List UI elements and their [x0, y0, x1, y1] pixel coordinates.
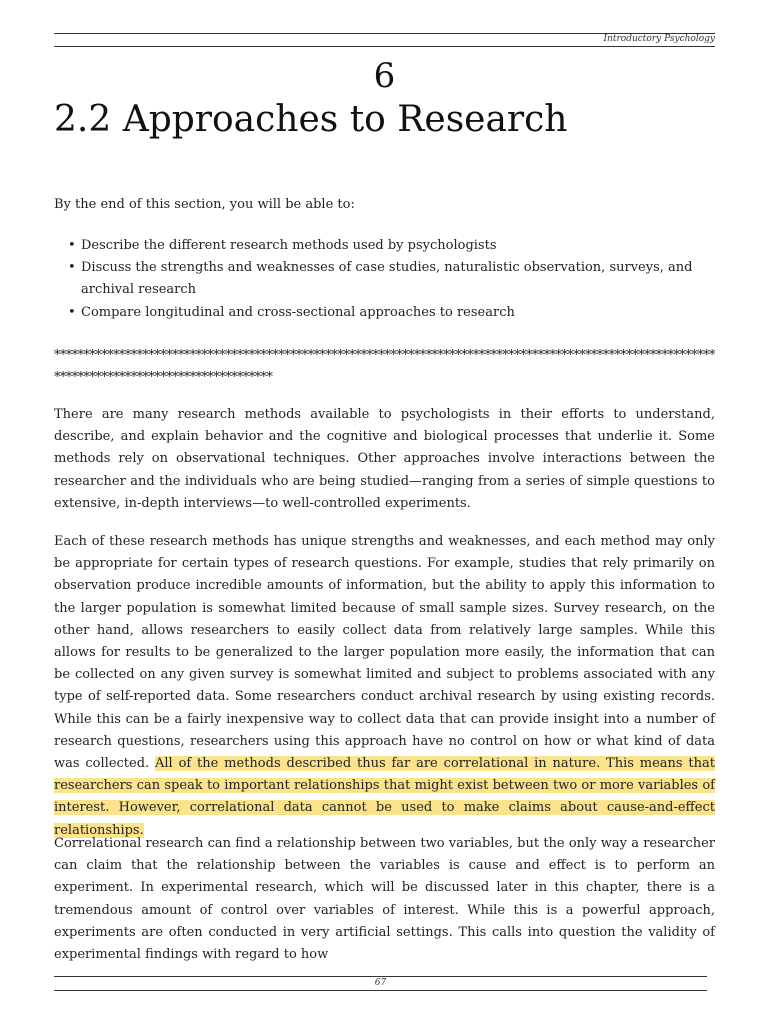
document-page [54, 0, 715, 1024]
footer-top-rule [54, 976, 707, 977]
highlighted-text: All of the methods described thus far are correlational in nature. This means that researchers can speak to important relationships that might exist between two or more variables of interest. However, correlational data cannot be used to make claims about cause-and-effect relationships. [54, 756, 715, 838]
section-title: 2.2 Approaches to Research [54, 99, 568, 140]
objectives-intro: By the end of this section, you will be able to: [54, 197, 355, 212]
chapter-number: 6 [373, 56, 396, 96]
footer-bottom-rule [54, 990, 707, 991]
page-number: 67 [374, 978, 387, 988]
learning-objectives-list [54, 235, 715, 324]
paragraph-research-methods: There are many research methods available to psychologists in their efforts to understand, describe, and explain behavior and the cognitive and biological processes that underlie it. Some methods rely on observational techniques. Other approaches involve interactions between the researcher and the individuals who are being studied—ranging from a series of simple questions to extensive, in-depth interviews—to well-controlled experiments. [54, 407, 715, 511]
running-header-title: Introductory Psychology [603, 34, 715, 44]
header-bottom-rule [54, 46, 715, 47]
objective-item: • Compare longitudinal and cross-sectional approaches to research [54, 302, 715, 324]
asterisk-separator: ***************************************************************************************************************************************************** [54, 348, 715, 385]
paragraph-text: Each of these research methods has unique strengths and weaknesses, and each method may only be appropriate for certain types of research questions. For example, studies that rely primarily on observation produce incredible amounts of information, but the ability to apply this information to the larger population is somewhat limited because of small sample sizes. Survey research, on the other hand, allows researchers to easily collect data from relatively large samples. While this allows for results to be generalized to the larger population more easily, the information that can be collected on any given survey is somewhat limited and subject to problems associated with any type of self-reported data. Some researchers conduct archival research by using existing records. While this can be a fairly inexpensive way to collect data that can provide insight into a number of research questions, researchers using this approach have no control on how or what kind of data was collected. [54, 534, 715, 772]
objective-item: • Describe the different research methods used by psychologists [54, 235, 715, 257]
paragraph-strengths-weaknesses [54, 531, 715, 842]
objective-item: • Discuss the strengths and weaknesses of case studies, naturalistic observation, surveys, and archival research [54, 257, 715, 301]
paragraph-correlational-research: Correlational research can find a relationship between two variables, but the only way a researcher can claim that the relationship between the variables is cause and effect is to perform an experiment. In experimental research, which will be discussed later in this chapter, there is a tremendous amount of control over variables of interest. While this is a powerful approach, experiments are often conducted in very artificial settings. This calls into question the validity of experimental findings with regard to how [54, 836, 715, 963]
